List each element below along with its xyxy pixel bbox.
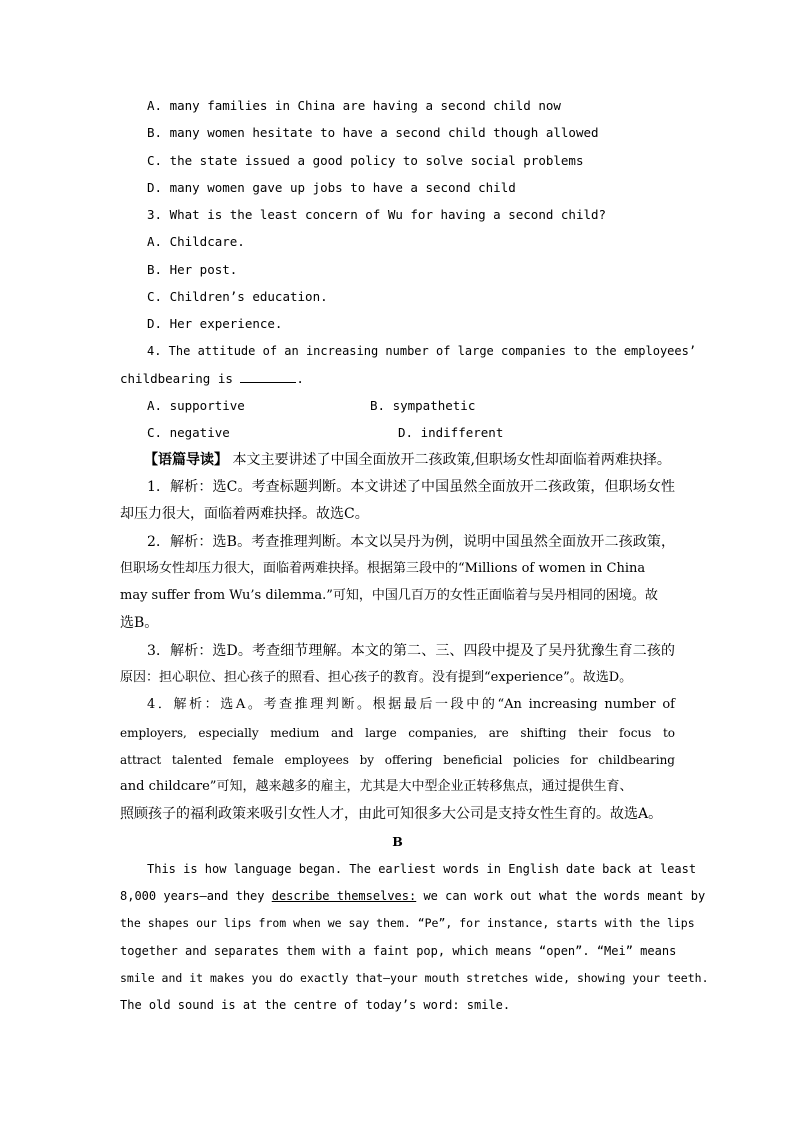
q3-option-a: A. Childcare. — [147, 234, 245, 249]
analysis-4-line3: attract talented female employees by offering beneficial policies for childbearing — [120, 753, 675, 767]
analysis-3-line2: 原因：担心职位、担心孩子的照看、担心孩子的教育。没有提到“experience”。故选D。 — [120, 670, 633, 685]
underlined-phrase: describe themselves: — [271, 889, 417, 903]
q3-stem: 3. What is the least concern of Wu for having a second child? — [147, 207, 607, 222]
analysis-4-line4: and childcare”可知，越来越多的雇主，尤其是大中型企业正转移焦点，通过提供生育、 — [120, 779, 633, 794]
q3-option-b: B. Her post. — [147, 262, 238, 277]
q2-option-b: B. many women hesitate to have a second child though allowed — [147, 125, 599, 140]
analysis-1-line2: 却压力很大，面临着两难抉择。故选C。 — [120, 506, 369, 522]
passage-b-line2-post: we can work out what the words meant by — [416, 889, 706, 903]
passage-b-line5: smile and it makes you do exactly that—your mouth stretches wide, showing your teeth. — [120, 971, 709, 985]
q4-stem-line2 — [120, 370, 675, 388]
passage-b-line3: the shapes our lips from when we say them. “Pe”, for instance, starts with the lips — [120, 916, 695, 930]
analysis-2-line1: 2．解析：选B。考查推理判断。本文以吴丹为例，说明中国虽然全面放开二孩政策， — [147, 534, 675, 550]
q4-option-a: A. supportive — [147, 398, 245, 413]
analysis-2-line3: may suffer from Wu’s dilemma.”可知，中国几百万的女性正面临着与吴丹相同的困境。故 — [120, 588, 658, 603]
q4-option-b: B. sympathetic — [370, 398, 476, 413]
q2-option-a: A. many families in China are having a second child now — [147, 98, 561, 113]
analysis-2-line2: 但职场女性却压力很大，面临着两难抉择。根据第三段中的“Millions of women in China — [120, 561, 646, 576]
analysis-4-line2: employers, especially medium and large companies, are shifting their focus to — [120, 726, 675, 740]
reading-guide-text: 本文主要讲述了中国全面放开二孩政策,但职场女性却面临着两难抉择。 — [232, 452, 671, 468]
analysis-1-line1: 1．解析：选C。考查标题判断。本文讲述了中国虽然全面放开二孩政策，但职场女性 — [147, 479, 675, 495]
passage-b-line6: The old sound is at the centre of today’s word: smile. — [120, 998, 511, 1012]
q2-option-c: C. the state issued a good policy to solve social problems — [147, 153, 584, 168]
section-heading: B — [392, 834, 403, 849]
analysis-3-line1: 3．解析：选D。考查细节理解。本文的第二、三、四段中提及了吴丹犹豫生育二孩的 — [147, 643, 675, 659]
passage-b-line1: This is how language began. The earliest words in English date back at least — [147, 862, 697, 876]
q4-option-d: D. indifferent — [398, 425, 504, 440]
passage-b-line2 — [120, 887, 706, 905]
q4-stem-line1: 4. The attitude of an increasing number of large companies to the employees’ — [147, 344, 697, 358]
answer-blank — [240, 370, 296, 383]
reading-guide — [144, 451, 684, 469]
analysis-4-line1: 4．解析：选A。考查推理判断。根据最后一段中的“An increasing number of — [147, 697, 675, 712]
q4-stem-text: childbearing is — [120, 371, 241, 386]
passage-b-line4: together and separates them with a faint pop, which means “open”. “Mei” means — [120, 944, 677, 958]
analysis-2-line4: 选B。 — [120, 615, 159, 631]
q3-option-c: C. Children’s education. — [147, 289, 328, 304]
analysis-4-line5: 照顾孩子的福利政策来吸引女性人才，由此可知很多大公司是支持女性生育的。故选A。 — [120, 806, 663, 822]
passage-b-line2-pre: 8,000 years—and they — [120, 889, 272, 903]
q3-option-d: D. Her experience. — [147, 316, 283, 331]
reading-guide-label: 【语篇导读】 — [144, 452, 228, 468]
q4-option-c: C. negative — [147, 425, 230, 440]
q2-option-d: D. many women gave up jobs to have a second child — [147, 180, 516, 195]
q4-stem-period: . — [296, 371, 304, 386]
